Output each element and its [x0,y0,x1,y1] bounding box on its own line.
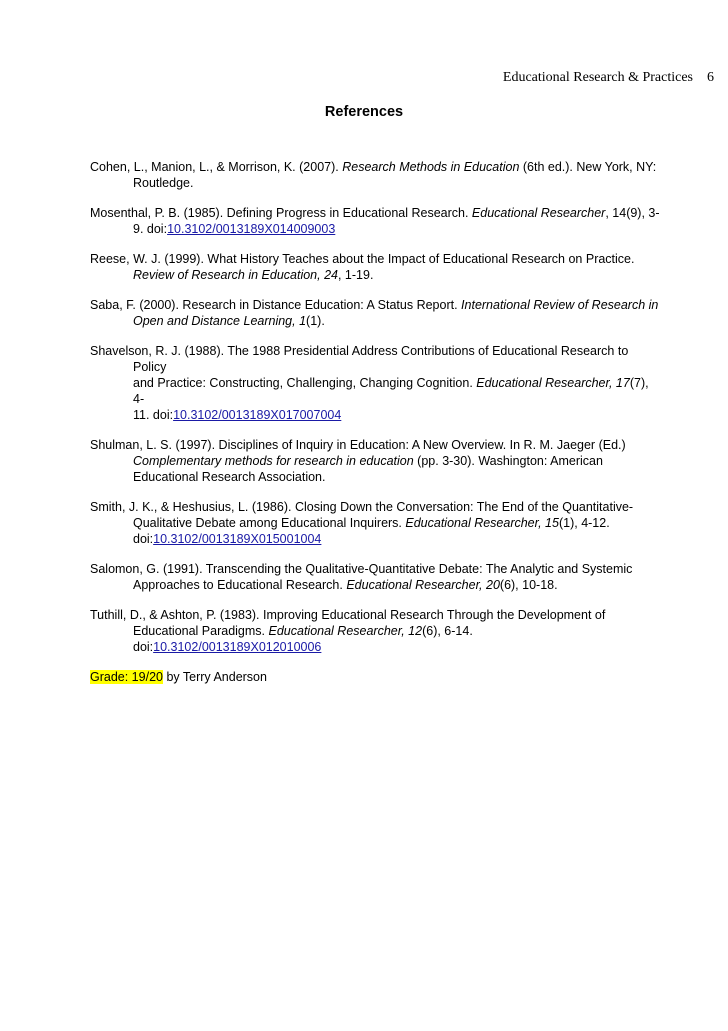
reference-source-title: Educational Researcher, 15 [405,516,559,530]
reference-item [90,437,660,485]
reference-text: Saba, F. (2000). Research in Distance Education: A Status Report. [90,298,462,312]
reference-text: Tuthill, D., & Ashton, P. (1983). Improving Educational Research Through the Development of Educational Paradigms. [90,608,606,638]
reference-item [90,205,660,237]
reference-item [90,251,660,283]
reference-text: Shavelson, R. J. (1988). The 1988 Presidential Address Contributions of Educational Research to Policy and Practice: Constructing, Challenging, Changing Cognition. [90,344,629,390]
doi-link[interactable]: 10.3102/0013189X017007004 [173,408,342,422]
reference-text: Reese, W. J. (1999). What History Teaches about the Impact of Educational Research on Practice. [90,252,635,266]
doi-label: doi: [133,640,154,654]
reference-text: (1). [306,314,325,328]
reference-item [90,159,660,191]
grade-line [90,669,660,685]
doi-label: doi: [146,222,168,236]
reference-text: Mosenthal, P. B. (1985). Defining Progress in Educational Research. [90,206,472,220]
reference-item [90,607,660,655]
reference-text: (6), 6-14. [422,624,473,638]
reference-text: Cohen, L., Manion, L., & Morrison, K. (2007). [90,160,343,174]
running-head [503,70,714,86]
reference-text: (1), 4-12. [558,516,610,530]
doi-link[interactable]: 10.3102/0013189X014009003 [167,222,336,236]
reference-source-title: Educational Researcher [471,206,606,220]
reference-text: , 1-19. [337,268,374,282]
reference-source-title: Educational Researcher, 17 [476,376,630,390]
doi-link[interactable]: 10.3102/0013189X012010006 [153,640,322,654]
grade-author: by Terry Anderson [162,670,267,684]
reference-item [90,343,660,423]
reference-source-title: Educational Researcher, 12 [268,624,423,638]
page-number: 6 [707,70,714,85]
reference-source-title: Educational Researcher, 20 [346,578,500,592]
reference-source-title: Complementary methods for research in education [133,454,414,468]
doi-label: doi: [133,532,154,546]
reference-source-title: Review of Research in Education, 24 [133,268,338,282]
reference-text: Shulman, L. S. (1997). Disciplines of Inquiry in Education: A New Overview. In R. M. Jaeger (Ed.) [90,438,626,452]
reference-text: (6th ed.). New York, NY: Routledge. [133,160,657,190]
reference-item [90,297,660,329]
grade-highlight: Grade: 19/20 [90,670,163,684]
reference-list [90,159,660,698]
reference-text: (7), 4- 11. doi: [133,376,649,422]
reference-text: Smith, J. K., & Heshusius, L. (1986). Closing Down the Conversation: The End of the Quantitative- Qualitative Debate among Educational Inquirers. [90,500,634,530]
reference-text: , 14(9), 3- 9. [133,206,660,236]
doi-link[interactable]: 10.3102/0013189X015001004 [153,532,322,546]
reference-source-title: International Review of Research in Open and Distance Learning, 1 [133,298,659,328]
running-head-title: Educational Research & Practices [502,70,693,85]
reference-text: Salomon, G. (1991). Transcending the Qualitative-Quantitative Debate: The Analytic and Systemic Approaches to Educational Research. [90,562,633,592]
reference-item [90,561,660,593]
reference-text: (pp. 3-30). Washington: American Educational Research Association. [133,454,603,484]
reference-source-title: Research Methods in Education [342,160,520,174]
page-title: References [324,104,404,120]
reference-text: (6), 10-18. [499,578,558,592]
reference-item [90,499,660,547]
